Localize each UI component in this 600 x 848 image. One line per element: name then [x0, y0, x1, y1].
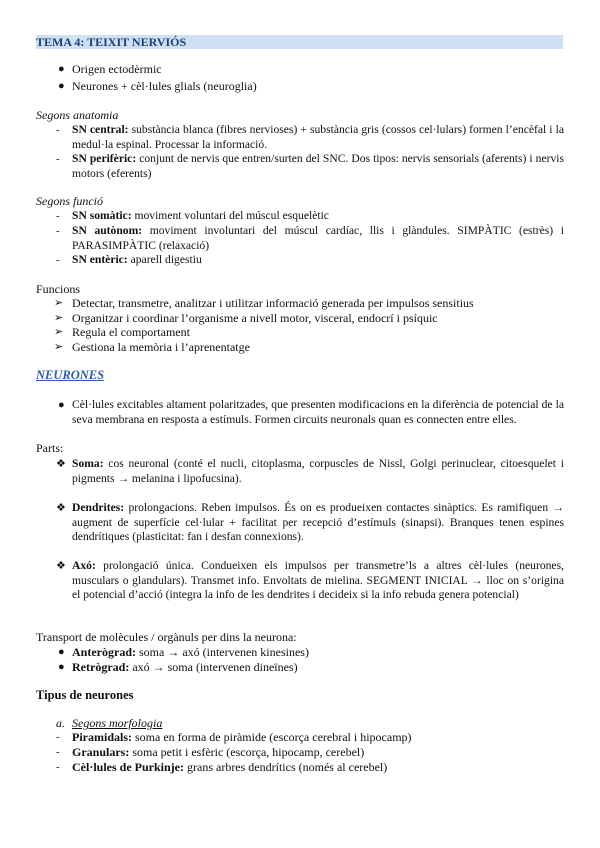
tipus-heading: Tipus de neurones: [36, 688, 134, 702]
tipus-item: Cèl·lules de Purkinje: grans arbres dendrítics (només al cerebel): [72, 760, 388, 774]
neurones-description: Cèl·lules excitables altament polaritzades, que presenten modificacions en la diferència de potencial de la seva membrana en resposta a estímuls. Formen circuits neuronals quan es connecten entre elles.: [72, 398, 564, 426]
funcions-item: Detectar, transmetre, analitzar i utilitzar informació generada per impulsos sensitius: [72, 296, 474, 310]
diamond-bullet-icon: ❖: [56, 458, 66, 470]
arrow-bullet-icon: ➢: [54, 326, 64, 338]
dash-icon: -: [56, 225, 60, 237]
part-axo: Axó: prolongació única. Condueixen els impulsos per transmetre’ls a altres cèl·lules (neurones, musculars o glandulars). Transmet info. Envoltats de mielina. SEGMENT INICIAL → lloc on s’origina el potencial d’acció (integra la info de les dendrites i decideix si la info rebuda genera potencial): [72, 559, 564, 601]
funcions-item: Organitzar i coordinar l’organisme a nivell motor, visceral, endocrí i psíquic: [72, 311, 438, 325]
bullet-icon: ●: [58, 661, 65, 673]
transport-item: Anterògrad: soma → axó (intervenen kinesines): [72, 645, 309, 659]
section-heading-function: Segons funció: [36, 194, 103, 208]
anatomy-item: SN central: substància blanca (fibres nervioses) + substància gris (cossos cel·lulars) formen l’encèfal i la medul·la espinal. Processar la informació.: [72, 123, 564, 151]
page-title: TEMA 4: TEIXIT NERVIÓS: [36, 35, 563, 49]
intro-item: Neurones + cèl·lules glials (neuroglia): [72, 79, 257, 93]
dash-icon: -: [56, 746, 60, 758]
bullet-icon: ●: [58, 80, 65, 92]
tipus-item: Granulars: soma petit i esfèric (escorça, hipocamp, cerebel): [72, 745, 365, 759]
anatomy-item: SN perifèric: conjunt de nervis que entren/surten del SNC. Dos tipos: nervis sensorials (aferents) i nervis motors (eferents): [72, 152, 565, 180]
sub-marker: a.: [56, 716, 65, 730]
bullet-icon: ●: [58, 399, 65, 411]
parts-label: Parts:: [36, 441, 64, 455]
function-item: SN entèric: aparell digestiu: [72, 253, 202, 266]
section-heading-funcions: Funcions: [36, 282, 81, 296]
arrow-bullet-icon: ➢: [54, 341, 64, 353]
funcions-item: Gestiona la memòria i l’aprenentatge: [72, 340, 250, 354]
bullet-icon: ●: [58, 646, 65, 658]
section-heading-anatomy: Segons anatomia: [36, 108, 119, 122]
function-item: SN autònom: moviment involuntari del múscul cardíac, llis i glàndules. SIMPÀTIC (estrès) i PARASIMPÀTIC (relaxació): [72, 224, 564, 252]
tipus-item: Piramidals: soma en forma de piràmide (escorça cerebral i hipocamp): [72, 730, 412, 744]
arrow-bullet-icon: ➢: [54, 297, 64, 309]
sub-heading-morfologia: Segons morfologia: [72, 716, 163, 730]
dash-icon: -: [56, 210, 60, 222]
neurones-heading-link[interactable]: NEURONES: [36, 368, 105, 382]
dash-icon: -: [56, 124, 60, 136]
dash-icon: -: [56, 254, 60, 266]
dash-icon: -: [56, 761, 60, 773]
diamond-bullet-icon: ❖: [56, 560, 66, 572]
dash-icon: -: [56, 153, 60, 165]
transport-item: Retrògrad: axó → soma (intervenen dineïnes): [72, 660, 298, 674]
arrow-bullet-icon: ➢: [54, 312, 64, 324]
function-item: SN somàtic: moviment voluntari del múscul esquelètic: [72, 209, 329, 222]
transport-label: Transport de molècules / orgànuls per dins la neurona:: [36, 630, 297, 644]
part-soma: Soma: cos neuronal (conté el nucli, citoplasma, corpuscles de Nissl, Golgi perinuclear, citoesquelet i pigments → melanina i lipofucsina).: [72, 457, 564, 485]
intro-item: Origen ectodèrmic: [72, 62, 162, 76]
dash-icon: -: [56, 731, 60, 743]
bullet-icon: ●: [58, 63, 65, 75]
funcions-item: Regula el comportament: [72, 325, 190, 339]
part-dendrites: Dendrites: prolongacions. Reben impulsos. És on es produeixen contactes sinàptics. Es ramifiquen → augment de superfície cel·lular + facilitat per recepció d’estímuls (sinapsi). Branques tenen espines dendrítiques (plasticitat: fan i desfan connexions).: [72, 501, 564, 543]
diamond-bullet-icon: ❖: [56, 502, 66, 514]
